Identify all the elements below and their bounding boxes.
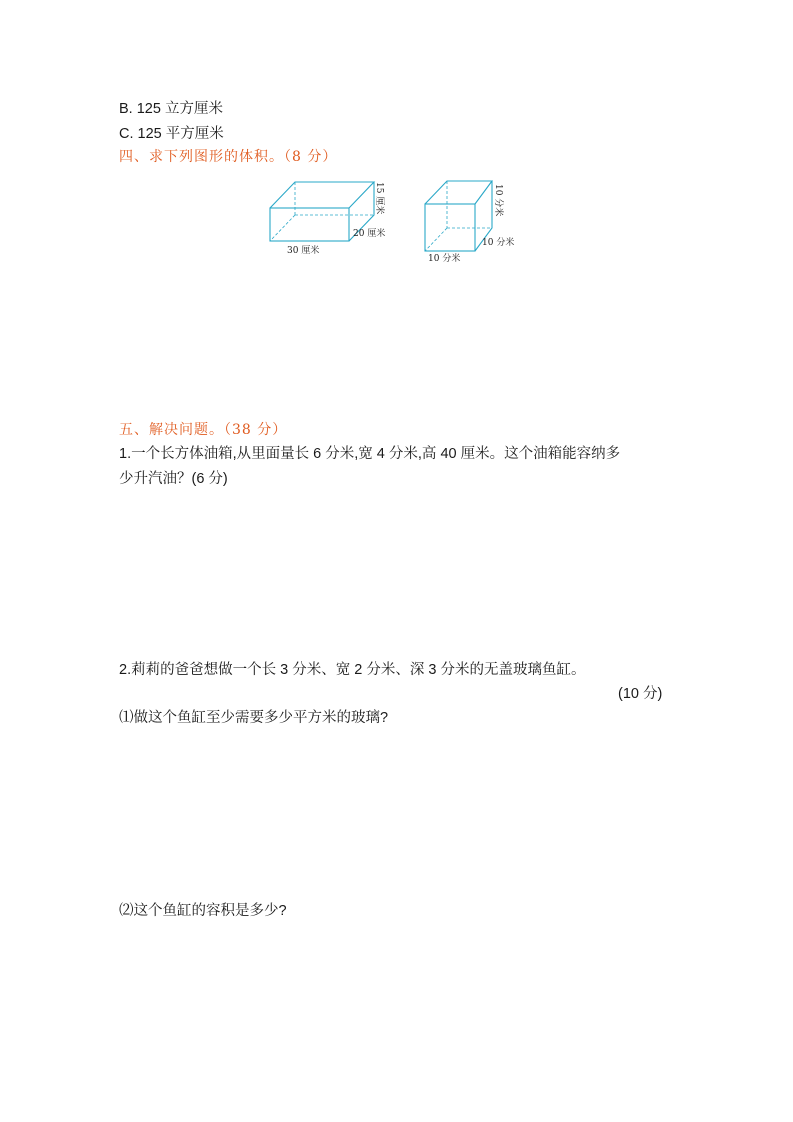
question2-sub2: ⑵这个鱼缸的容积是多少? — [119, 903, 287, 919]
cube-drawing — [420, 172, 530, 264]
question2-line1: 2.莉莉的爸爸想做一个长 3 分米、宽 2 分米、深 3 分米的无盖玻璃鱼缸。 — [119, 662, 586, 678]
cuboid-drawing — [262, 174, 402, 260]
question2-sub1: ⑴做这个鱼缸至少需要多少平方米的玻璃? — [119, 710, 389, 726]
section5-heading: 五、解决问题。（38 分） — [119, 422, 288, 438]
section4-heading: 四、求下列图形的体积。（8 分） — [119, 149, 338, 165]
question1-line1: 1.一个长方体油箱,从里面量长 6 分米,宽 4 分米,高 40 厘米。这个油箱能容纳多 — [119, 446, 621, 462]
cube-length-label: 10 分米 — [428, 254, 461, 264]
cube-width-label: 10 分米 — [482, 238, 515, 248]
cube-top-edges — [425, 181, 492, 204]
option-b: B. 125 立方厘米 — [119, 101, 223, 117]
question1-line2: 少升汽油？(6 分) — [119, 471, 228, 487]
cube-front-face — [425, 204, 475, 251]
cuboid-length-label: 30 厘米 — [287, 246, 320, 256]
cuboid-top-edges — [270, 182, 374, 208]
question2-score: (10 分) — [618, 686, 663, 702]
option-c: C. 125 平方厘米 — [119, 126, 224, 142]
cube-figure — [420, 172, 530, 264]
cuboid-front-face — [270, 208, 349, 241]
cube-height-label: 10 分米 — [493, 184, 503, 217]
cuboid-figure — [262, 174, 402, 260]
cuboid-height-label: 15 厘米 — [374, 182, 384, 215]
cuboid-width-label: 20 厘米 — [353, 229, 386, 239]
